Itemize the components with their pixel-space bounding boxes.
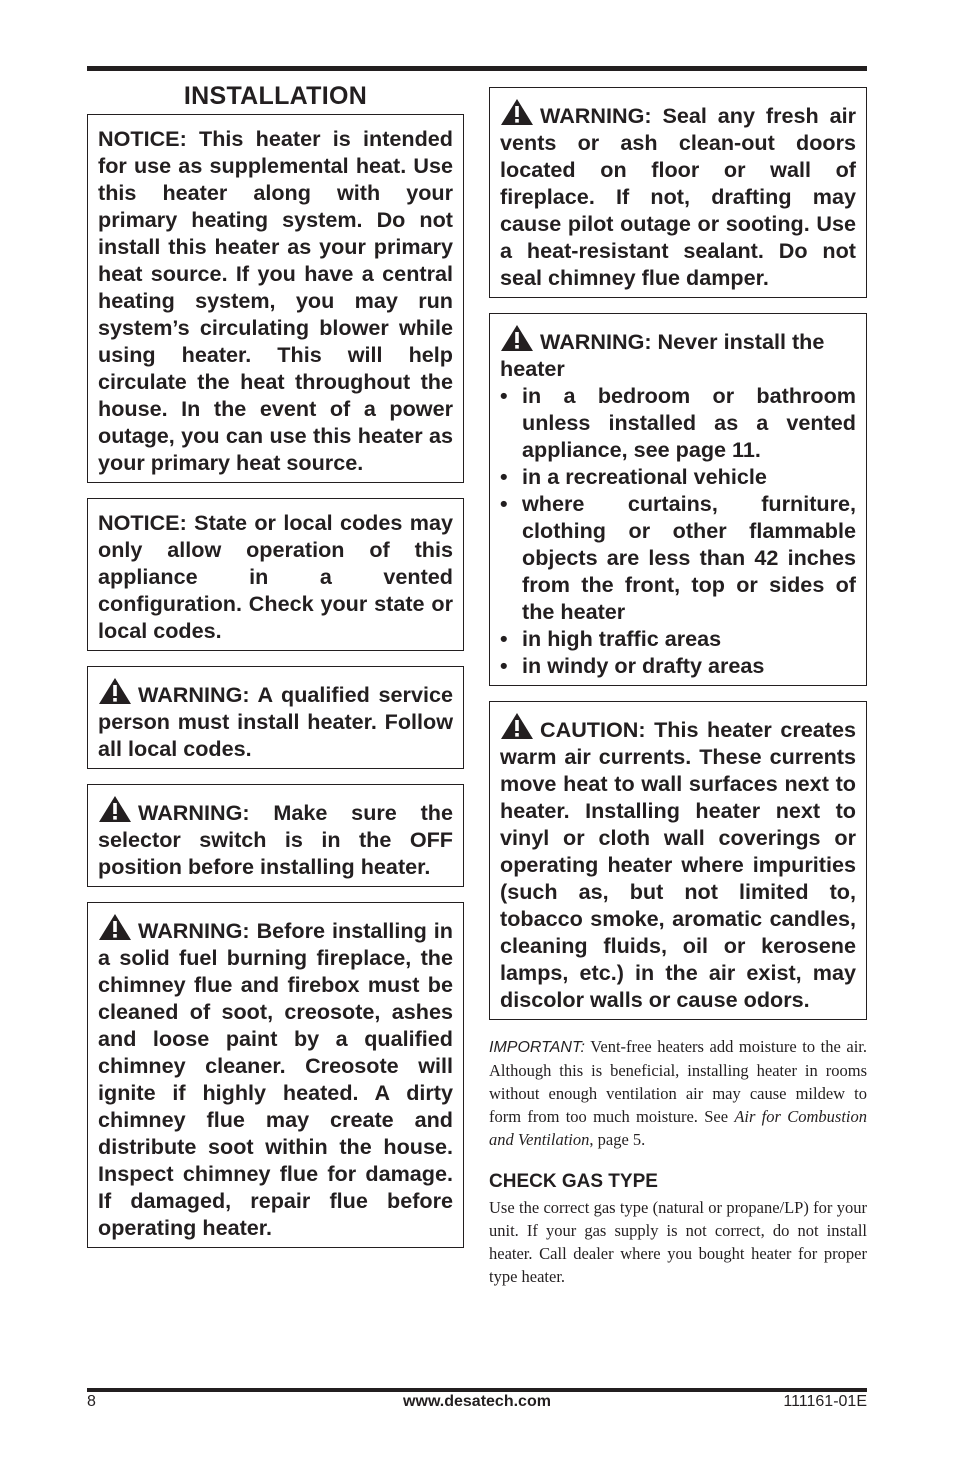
warning-intro: WARNING: Never install the heater [500, 329, 825, 381]
list-item: • where curtains, furniture, clothing or other flammable objects are less than 42 inches from the front, top or sides of the heater [500, 490, 856, 625]
warning-triangle-icon [98, 795, 132, 823]
warning-selector-switch [87, 784, 464, 887]
warning-seal-vents [489, 87, 867, 298]
never-install-list [500, 382, 856, 679]
notice-local-codes [87, 498, 464, 651]
caution-warm-air [489, 701, 867, 1020]
notice-text: NOTICE: This heater is intended for use as supplemental heat. Use this heater along with your primary heating system. Do not install this heater as your primary heat source. If you have a central heating system, you may run system’s circulating blower while using heater. This will help circulate the heat throughout the house. In the event of a power outage, you can use this heater as your primary heat source. [98, 126, 453, 475]
right-column [489, 87, 867, 1288]
warning-text: WARNING: Before installing in a solid fuel burning fireplace, the chimney flue and firebox must be cleaned of soot, creosote, ashes and loose paint by a qualified chimney cleaner. Creosote will ignite if highly heated. A dirty chimney flue may create and distribute soot within the house. Inspect chimney flue for damage. If damaged, repair flue before operating heater. [98, 918, 453, 1240]
page-number: 8 [87, 1393, 96, 1410]
important-label: IMPORTANT: [489, 1039, 585, 1056]
left-column [87, 80, 464, 1263]
top-rule [87, 66, 867, 71]
check-gas-type-heading: CHECK GAS TYPE [489, 1171, 658, 1192]
list-item: • in windy or drafty areas [500, 652, 856, 679]
caution-text: CAUTION: This heater creates warm air currents. These currents move heat to wall surfaces next to heater. Installing heater next to vinyl or cloth wall coverings or operating heater where impurities (such as, but not limited to, tobacco smoke, aromatic candles, cleaning fluids, oil or kerosene lamps, etc.) in the air exist, may discolor walls or cause odors. [500, 717, 856, 1012]
important-ref: Air for Combustion and Ventilation [489, 1107, 867, 1149]
footer-url: www.desatech.com [403, 1393, 551, 1410]
warning-text: WARNING: Seal any fresh air vents or ash clean-out doors located on floor or wall of fireplace. If not, drafting may cause pilot outage or sooting. Use a heat-resistant sealant. Do not seal chimney flue damper. [500, 103, 856, 290]
important-tail: , page 5. [589, 1130, 646, 1149]
notice-text: NOTICE: State or local codes may only allow operation of this appliance in a vented configuration. Check your state or local codes. [98, 510, 453, 643]
warning-triangle-icon [98, 913, 132, 941]
section-title: INSTALLATION [183, 82, 368, 110]
check-gas-type-text: Use the correct gas type (natural or propane/LP) for your unit. If your gas supply is not correct, do not install heater. Call dealer where you bought heater for proper type heater. [489, 1198, 867, 1286]
warning-text: WARNING: Make sure the selector switch is in the OFF position before installing heater. [98, 800, 453, 879]
warning-text: WARNING: A qualified service person must install heater. Follow all local codes. [98, 682, 453, 761]
warning-triangle-icon [98, 677, 132, 705]
notice-supplemental-heat [87, 114, 464, 483]
warning-triangle-icon [500, 324, 534, 352]
warning-never-install [489, 313, 867, 686]
warning-triangle-icon [500, 98, 534, 126]
list-item: • in a bedroom or bathroom unless installed as a vented appliance, see page 11. [500, 382, 856, 463]
list-item: • in a recreational vehicle [500, 463, 856, 490]
important-text: Vent-free heaters add moisture to the air. Although this is beneficial, installing heater in rooms without enough ventilation air may cause mildew to form from too much moisture. See [489, 1037, 867, 1126]
important-paragraph [489, 1035, 867, 1151]
warning-qualified-service [87, 666, 464, 769]
document-number: 111161-01E [783, 1393, 867, 1410]
warning-chimney-cleaning [87, 902, 464, 1248]
list-item: • in high traffic areas [500, 625, 856, 652]
warning-triangle-icon [500, 712, 534, 740]
bottom-rule [87, 1388, 867, 1392]
